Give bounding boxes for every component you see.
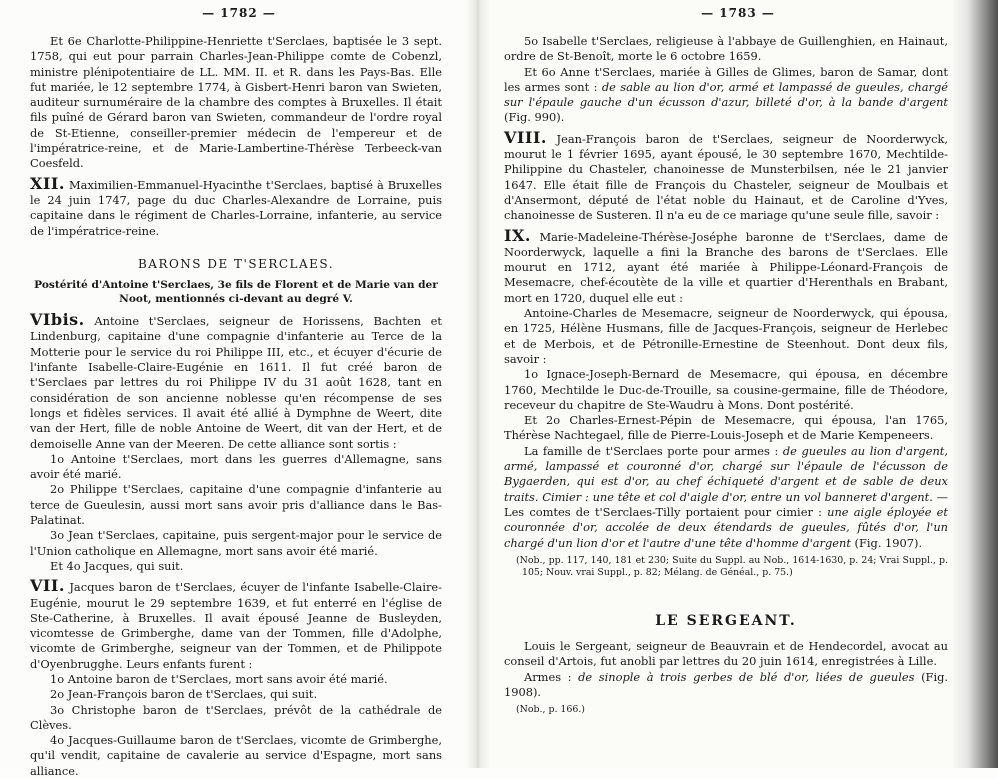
page-number: — 1783 —: [701, 6, 775, 20]
blazon-text: une aigle éployée et couronnée d'or, accolée de deux étendards de gueules, fûtés d'or, l'un chargé d'un lion d'or et l'autre d'une tête d'homme d'argent: [504, 504, 948, 550]
right-content: [504, 34, 948, 717]
left-page: [0, 0, 478, 778]
right-page: [478, 0, 998, 768]
section-heading: BARONS DE T'SERCLAES.: [137, 256, 335, 271]
list-item: 1o Antoine t'Serclaes, mort dans les guerres d'Allemagne, sans avoir été marié.: [30, 451, 442, 482]
paragraph: [504, 127, 948, 224]
family-title: LE SERGEANT.: [655, 612, 797, 629]
paragraph: Antoine-Charles de Mesemacre, seigneur de Noorderwyck, qui épousa, en 1725, Hélène Husmans, fille de Jacques-François, seigneur de Herlebec et de Merbois, et de Pétronille-Ernestine de Steenhout. Dont deux fils, savoir :: [504, 306, 948, 366]
paragraph: Louis le Sergeant, seigneur de Beauvrain et de Hendecordel, avocat au conseil d'Artois, fut anobli par lettres du 20 juin 1614, enregistrées à Lille.: [504, 638, 948, 669]
paragraph-text: Et 6o Anne t'Serclaes, mariée à Gilles de Glimes, baron de Samar, dont les armes sont :: [504, 64, 948, 94]
paragraph-text: — Les comtes de t'Serclaes-Tilly portaient pour cimier :: [504, 489, 948, 519]
blazon-text: de gueules au lion d'argent, armé, lampassé et couronné d'or, chargé sur l'épaule de l'écusson de Bygaerden, qui est d'or, au chef échiqueté d'argent et de sable de deux traits. Cimier : une tête et col d'aigle d'or, entre un vol banneret d'argent.: [504, 443, 948, 504]
paragraph: [30, 312, 442, 452]
paragraph-text: La famille de t'Serclaes porte pour armes :: [524, 443, 779, 458]
list-item: 3o Christophe baron de t'Serclaes, prévôt de la cathédrale de Clèves.: [30, 702, 442, 732]
paragraph-text: Armes :: [524, 669, 572, 684]
paragraph: 1o Ignace-Joseph-Bernard de Mesemacre, qui épousa, en décembre 1760, Mechtilde le Duc-de-Trouille, sa cousine-germaine, fille de Théodore, receveur du chapitre de Ste-Waudru à Mons. Dont postérité.: [504, 367, 948, 412]
paragraph: Et 6e Charlotte-Philippine-Henriette t'Serclaes, baptisée le 3 sept. 1758, qui eut pour parrain Charles-Jean-Philippe comte de Cobenzl, ministre plénipotentiaire de LL. MM. II. et R. dans les Pays-Bas. Elle fut mariée, le 12 septembre 1774, à Gisbert-Henri baron van Swieten, auditeur surnuméraire de la chambre des comptes à Bruxelles. Il était fils puîné de Gérard baron van Swieten, commandeur de l'ordre royal de St-Etienne, conseiller-premier médecin de l'empereur et de l'impératrice-reine, et de Marie-Lambertine-Thérèse Terbeeck-van Coesfeld.: [30, 34, 442, 171]
paragraph: [504, 444, 948, 551]
left-content: [30, 34, 442, 779]
paragraph-text: Marie-Madeleine-Thérèse-Joséphe baronne de t'Serclaes, dame de Noorderwyck, laquelle a fini la Branche des barons de t'Serclaes. Elle mourut en 1712, ayant été mariée à Philippe-Léonard-François de Mesemacre, chef-écoutète de la ville et quartier d'Herenthals en Brabant, mort en 1720, duquel elle eut :: [504, 229, 948, 305]
list-item: 2o Philippe t'Serclaes, capitaine d'une compagnie d'infanterie au terce de Gueulesin, aussi mort sans avoir pris d'alliance dans le Bas-Palatinat.: [30, 482, 442, 528]
paragraph-text: Antoine t'Serclaes, seigneur de Horissens, Bachten et Lindenburg, capitaine d'une compagnie d'infanterie au Terce de la Motterie pour le service du roi Philippe III, etc., et écuyer d'écurie de l'infante Isabelle-Claire-Eugénie en 1611. Il fut créé baron de t'Serclaes par lettres du roi Philippe IV du 31 août 1628, tant en considération de son ancienne noblesse qu'en récompense de ses longs et fidèles services. Il avait été allié à Dymphne de Weert, dite van der Hert, fille de noble Antoine de Weert, dit van der Hert, et de demoiselle Anne van der Meeren. De cette alliance sont sortis :: [30, 314, 442, 451]
paragraph-text: Jean-François baron de t'Serclaes, seigneur de Noorderwyck, mourut le 1 février 1695, ayant épousé, le 30 septembre 1670, Mechtilde-Philippine du Chasteler, chanoinesse de Munsterbilsen, née le 21 janvier 1647. Elle était fille de François du Chasteler, seigneur de Moulbais et d'Ansermont, député de l'état noble du Hainaut, et de Caroline d'Yves, chanoinesse de Susteren. Il n'a eu de ce mariage qu'une seule fille, savoir :: [504, 131, 948, 223]
list-item: 3o Jean t'Serclaes, capitaine, puis sergent-major pour le service de l'Union catholique en Allemagne, mort sans avoir été marié.: [30, 528, 442, 558]
children-list: [30, 672, 442, 779]
page-number: — 1782 —: [202, 6, 276, 20]
figure-ref: (Fig. 1908).: [504, 669, 948, 699]
references: (Nob., p. 166.): [516, 704, 585, 716]
degree-numeral: VIII.: [504, 127, 547, 147]
paragraph-text: Jacques baron de t'Serclaes, écuyer de l'infante Isabelle-Claire-Eugénie, mourut le 29 septembre 1639, et fut enterré en l'église de Ste-Catherine, à Bruxelles. Il avait épousé Jeanne de Busleyden, vicomtesse de Grimberghe, dame van der Tommen, fille d'Adolphe, vicomte de Grimberghe, seigneur van der Tommen, et de Philippote d'Oyenbrugghe. Leurs enfants furent :: [30, 580, 442, 671]
paragraph: [504, 670, 948, 701]
paragraph: [30, 173, 442, 239]
list-item: 4o Jacques-Guillaume baron de t'Serclaes, vicomte de Grimberghe, qu'il vendit, capitaine de cavalerie au service d'Espagne, mort sans alliance.: [30, 733, 442, 778]
figure-ref: (Fig. 1907).: [854, 535, 923, 550]
degree-numeral: VII.: [30, 576, 65, 596]
degree-numeral: VIbis.: [30, 310, 85, 330]
paragraph: [504, 225, 948, 306]
blazon-text: de sinople à trois gerbes de blé d'or, liées de gueules: [578, 669, 915, 684]
paragraph: 5o Isabelle t'Serclaes, religieuse à l'abbaye de Guillenghien, en Hainaut, ordre de St-Benoît, morte le 6 octobre 1659.: [504, 34, 948, 64]
degree-numeral: XII.: [30, 173, 65, 193]
children-list: [30, 452, 442, 574]
paragraph-text: Maximilien-Emmanuel-Hyacinthe t'Serclaes, baptisé à Bruxelles le 24 juin 1747, page du duc Charles-Alexandre de Lorraine, puis capitaine dans le régiment de Charles-Lorraine, infanterie, au service de l'impératrice-reine.: [30, 177, 442, 238]
paragraph: Et 2o Charles-Ernest-Pépin de Mesemacre, qui épousa, l'an 1765, Thérèse Nachtegael, fille de Pierre-Louis-Joseph et de Marie Kempeneers.: [504, 413, 948, 443]
blazon-text: de sable au lion d'or, armé et lampassé de gueules, chargé sur l'épaule gauche d'un écusson d'azur, billeté d'or, à la bande d'argent: [504, 79, 949, 110]
references: (Nob., pp. 117, 140, 181 et 230; Suite du Suppl. au Nob., 1614-1630, p. 24; Vrai Suppl., p. 105; Nouv. vrai Suppl., p. 82; Mélang. de Généal., p. 75.): [516, 554, 948, 579]
section-subheading: Postérité d'Antoine t'Serclaes, 3e fils de Florent et de Marie van der Noot, mentionnés ci-devant au degré V.: [34, 279, 438, 306]
degree-numeral: IX.: [504, 225, 531, 245]
paragraph: [504, 65, 948, 126]
list-item: 1o Antoine baron de t'Serclaes, mort sans avoir été marié.: [50, 671, 388, 686]
figure-ref: (Fig. 990).: [504, 110, 565, 125]
list-item: 2o Jean-François baron de t'Serclaes, qui suit.: [50, 687, 318, 702]
paragraph: [30, 578, 442, 672]
list-item: Et 4o Jacques, qui suit.: [50, 558, 184, 573]
book-gutter: [466, 0, 490, 768]
page-edge-shadow: [952, 0, 998, 768]
